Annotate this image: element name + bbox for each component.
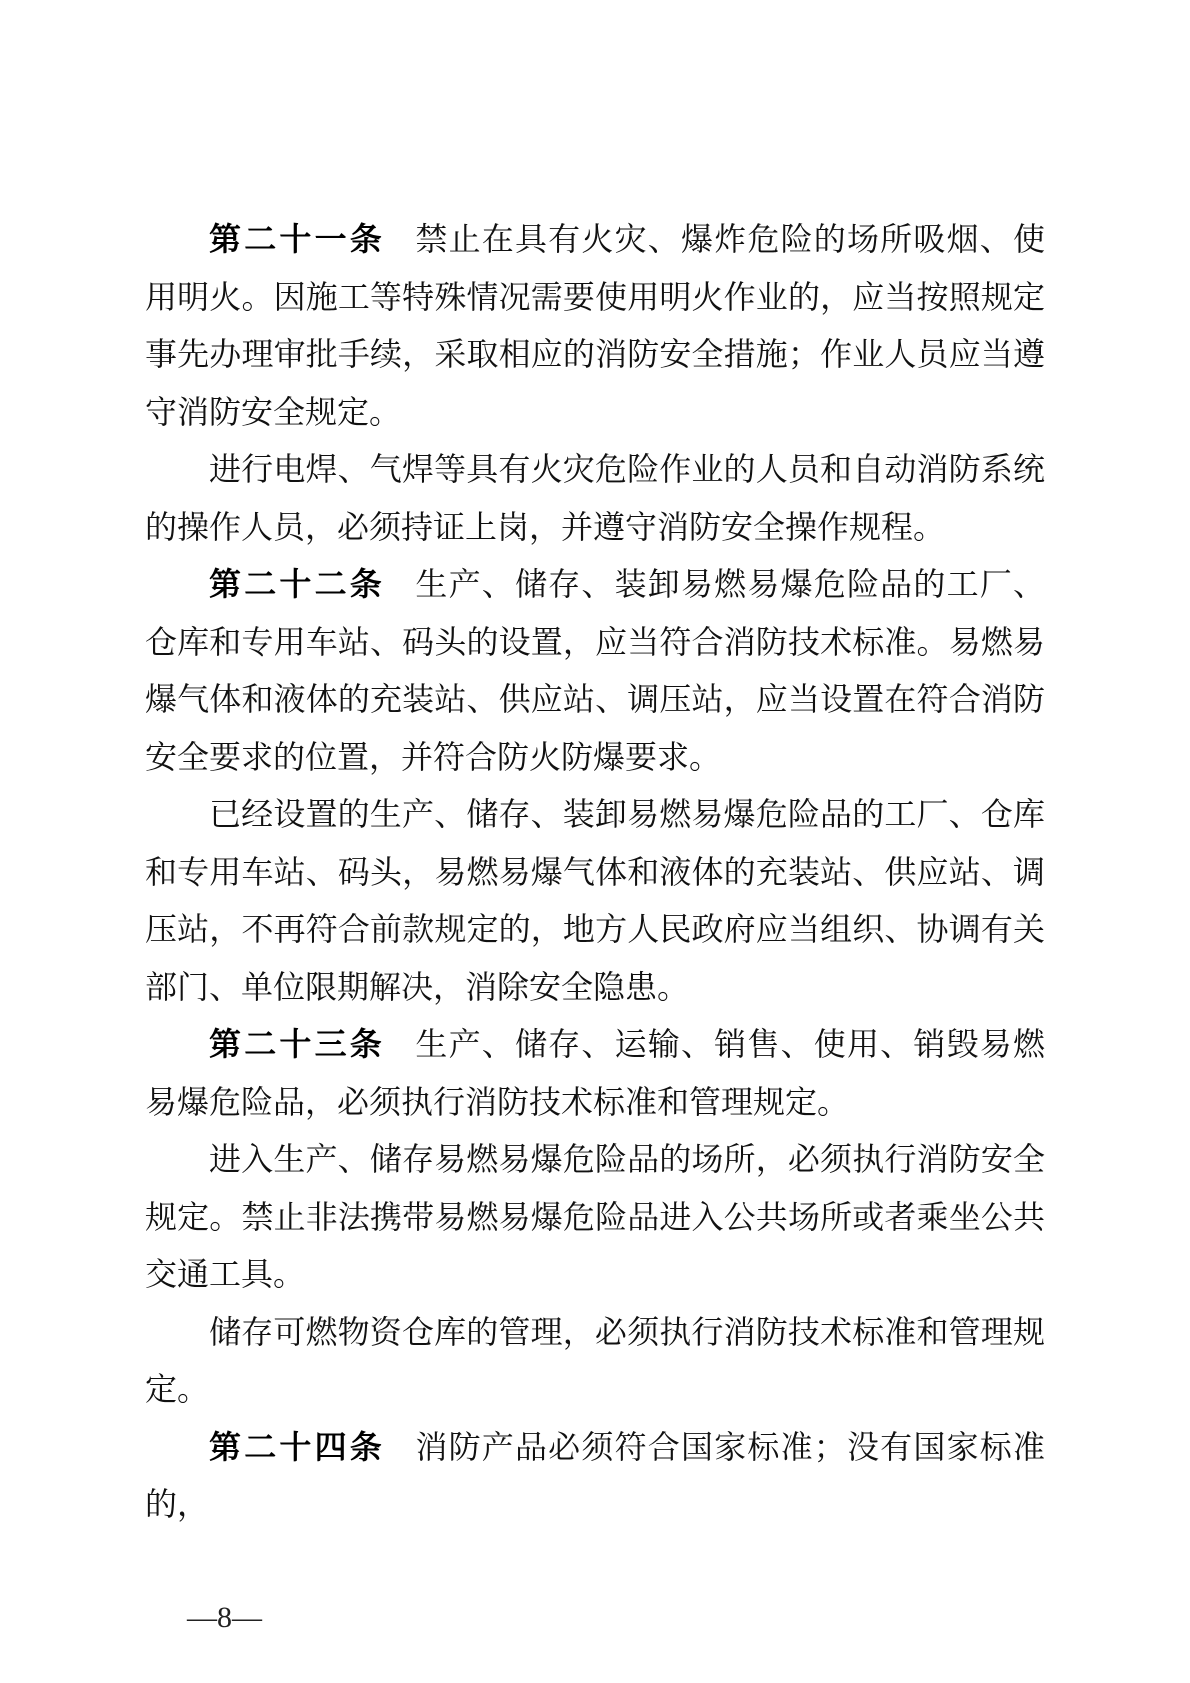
paragraph-warehouse-management (145, 1304, 1045, 1419)
paragraph-entry-rules-text: 进入生产、储存易燃易爆危险品的场所，必须执行消防安全规定。禁止非法携带易燃易爆危险品进入公共场所或者乘坐公共交通工具。 (145, 1141, 1045, 1292)
paragraph-article-24 (145, 1419, 1045, 1534)
paragraph-welding-rules-text: 进行电焊、气焊等具有火灾危险作业的人员和自动消防系统的操作人员，必须持证上岗，并遵守消防安全操作规程。 (145, 451, 1045, 545)
article-24-number: 第二十四条 (209, 1428, 385, 1465)
article-22-text: 生产、储存、装卸易燃易爆危险品的工厂、仓库和专用车站、码头的设置，应当符合消防技术标准。易燃易爆气体和液体的充装站、供应站、调压站，应当设置在符合消防安全要求的位置，并符合防火防爆要求。 (145, 566, 1045, 775)
article-24-text: 消防产品必须符合国家标准；没有国家标准的， (145, 1428, 1045, 1522)
article-23-number: 第二十三条 (209, 1026, 385, 1062)
article-21-number: 第二十一条 (209, 221, 385, 257)
document-body (145, 211, 1045, 1534)
paragraph-existing-facilities-text: 已经设置的生产、储存、装卸易燃易爆危险品的工厂、仓库和专用车站、码头，易燃易爆气体和液体的充装站、供应站、调压站，不再符合前款规定的，地方人民政府应当组织、协调有关部门、单位限期解决，消除安全隐患。 (145, 796, 1045, 1005)
paragraph-article-23 (145, 1016, 1045, 1131)
paragraph-warehouse-management-text: 储存可燃物资仓库的管理，必须执行消防技术标准和管理规定。 (145, 1313, 1045, 1407)
paragraph-entry-rules (145, 1131, 1045, 1304)
paragraph-article-21 (145, 211, 1045, 441)
paragraph-article-22 (145, 556, 1045, 786)
article-23-text: 生产、储存、运输、销售、使用、销毁易燃易爆危险品，必须执行消防技术标准和管理规定。 (145, 1026, 1045, 1120)
article-21-text: 禁止在具有火灾、爆炸危险的场所吸烟、使用明火。因施工等特殊情况需要使用明火作业的，应当按照规定事先办理审批手续，采取相应的消防安全措施；作业人员应当遵守消防安全规定。 (145, 221, 1045, 430)
article-22-number: 第二十二条 (209, 566, 385, 602)
paragraph-welding-rules (145, 441, 1045, 556)
page-number: —8— (187, 1601, 262, 1634)
paragraph-existing-facilities (145, 786, 1045, 1016)
